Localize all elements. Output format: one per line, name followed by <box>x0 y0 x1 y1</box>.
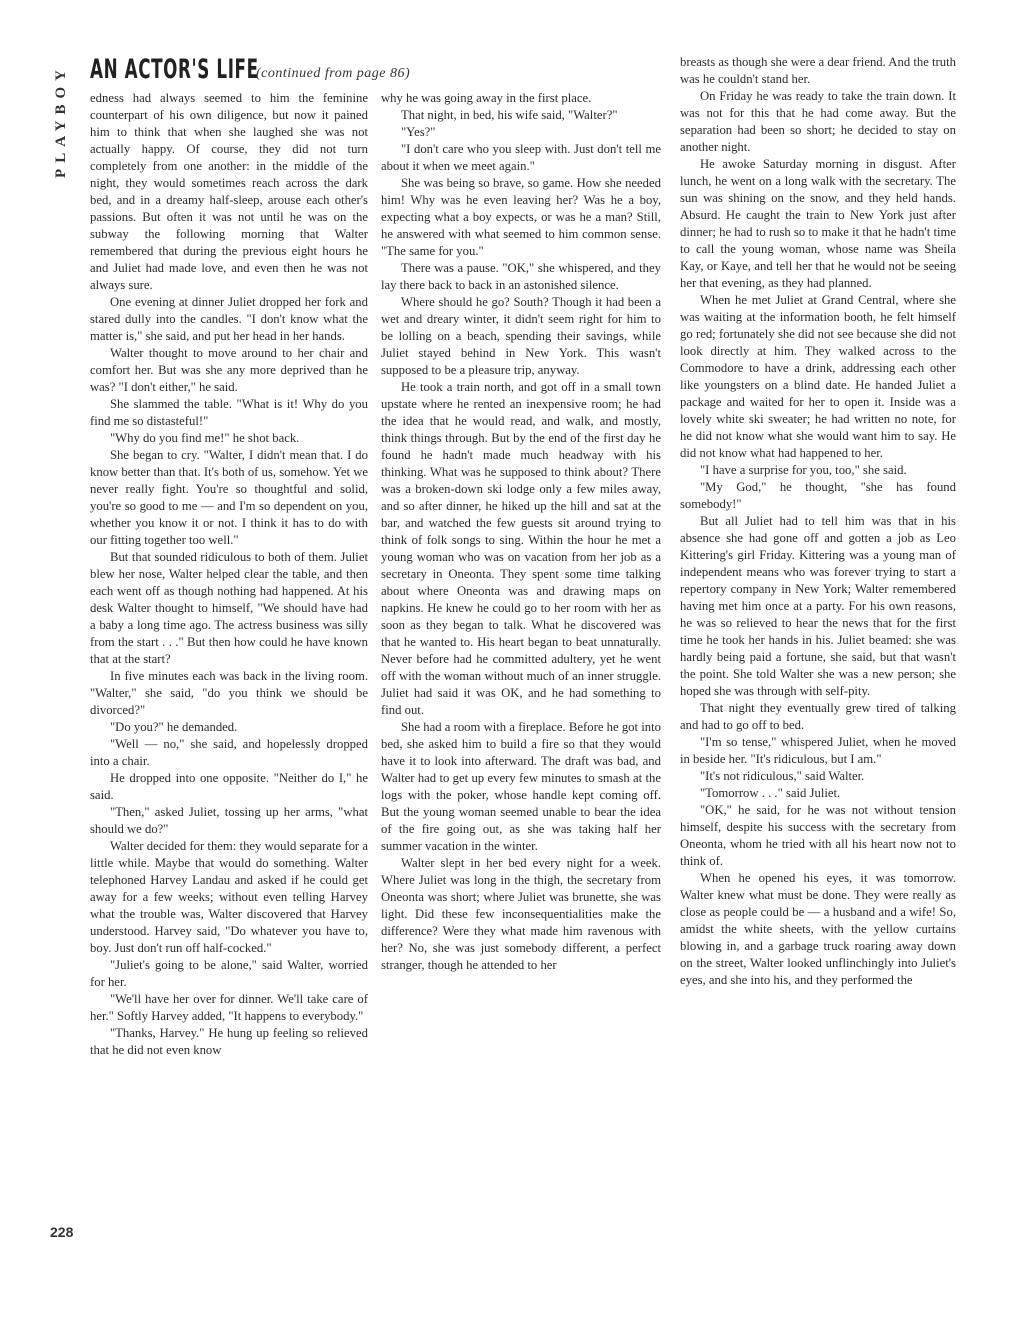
paragraph: He took a train north, and got off in a small town upstate where he rented an inexpensive room; he had the idea that he would read, and walk, and mostly, think things through. But by the end of the first day he found he hadn't made much headway with his thinking. What was he supposed to think about? There was a broken-down ski lodge only a few miles away, and so after dinner, he hiked up the hill and sat at the bar, and watched the few guests sit around trying to think of folk songs to sing. Within the hour he met a young woman who was on vacation from her job as a secretary in Oneonta. They spent some time talking about where Oneonta was and drawing maps on napkins. He knew he could go to her room with her as soon as they began to talk. What he discovered was that he wanted to. His heart began to beat unnaturally. Never before had he committed adultery, yet he went off with the woman without much of an inner struggle. Juliet had said it was OK, and he had something to find out. <box>381 380 661 717</box>
paragraph: "Thanks, Harvey." He hung up feeling so relieved that he did not even know <box>90 1026 368 1057</box>
paragraph: "OK," he said, for he was not without tension himself, despite his success with the secretary from Oneonta, whom he tried with all his heart now not to think of. <box>680 803 956 868</box>
paragraph: "Why do you find me!" he shot back. <box>110 431 300 445</box>
text-column-1 <box>90 90 368 1059</box>
paragraph: "It's not ridiculous," said Walter. <box>700 769 865 783</box>
paragraph: She began to cry. "Walter, I didn't mean that. I do know better than that. It's both of us, somehow. Yet we never really fight. You're so thoughtful and solid, you're so good to me — and I'm so dependent on you, whether you know it or not. I think it has to do with our fitting together too well." <box>90 448 368 547</box>
magazine-sidebar <box>50 46 72 196</box>
paragraph: Where should he go? South? Though it had been a wet and dreary winter, it didn't seem right for him to be lolling on a beach, spending their savings, while Juliet stayed behind in New York. This wasn't supposed to be a pleasure trip, anyway. <box>381 295 661 377</box>
paragraph: "I'm so tense," whispered Juliet, when he moved in beside her. "It's ridiculous, but I am." <box>680 735 956 766</box>
paragraph: That night they eventually grew tired of talking and had to go off to bed. <box>680 701 956 732</box>
paragraph: When he opened his eyes, it was tomorrow. Walter knew what must be done. They were really as close as people could be — a husband and a wife! So, amidst the white sheets, with the yellow curtains blowing in, and a garbage truck roaring away down on the street, Walter looked unflinchingly into Juliet's eyes, and she into his, and they performed the <box>680 871 956 987</box>
text-column-2 <box>381 90 661 974</box>
paragraph: When he met Juliet at Grand Central, where she was waiting at the information booth, he felt himself go red; fortunately she did not see because she did not look directly at him. They walked across to the Commodore to have a drink, addressing each other like youngsters on a blind date. He handed Juliet a package and waited for her to open it. Inside was a lovely white ski sweater; he had written no note, for he did not know what she would want him to say. He did not know what had happened to her. <box>680 293 956 460</box>
paragraph: "Yes?" <box>401 125 436 139</box>
paragraph: "My God," he thought, "she has found somebody!" <box>680 480 956 511</box>
paragraph: "Then," asked Juliet, tossing up her arms, "what should we do?" <box>90 805 368 836</box>
paragraph: breasts as though she were a dear friend. And the truth was he couldn't stand her. <box>680 55 956 86</box>
article-title: AN ACTOR'S LIFE <box>90 54 259 85</box>
paragraph: "Juliet's going to be alone," said Walter, worried for her. <box>90 958 368 989</box>
paragraph: That night, in bed, his wife said, "Walter?" <box>401 108 618 122</box>
text-column-3 <box>680 54 956 989</box>
paragraph: edness had always seemed to him the feminine counterpart of his own diligence, but now it pained him to think that when she laughed she was not actually happy. Of course, they did not turn completely from one another: in the middle of the night, they would sometimes reach across the dark bed, and in a dreamy half-sleep, arouse each other's passions. But often it was not until he was on the subway the following morning that Walter remembered that during the previous eight hours he and Juliet had made love, and even then he was not always sure. <box>90 91 368 292</box>
page-number: 228 <box>50 1224 74 1240</box>
article-header <box>90 54 411 90</box>
paragraph: She slammed the table. "What is it! Why do you find me so distasteful!" <box>90 397 368 428</box>
paragraph: "I have a surprise for you, too," she said. <box>700 463 907 477</box>
paragraph: But all Juliet had to tell him was that in his absence she had gone off and gotten a job as Leo Kittering's girl Friday. Kittering was a young man of independent means who was forever trying to start a repertory company in New York; Walter remembered having met him once at a party. For his own reasons, he was so relieved to hear the news that for the first time he took her hands in his. Juliet beamed: she was hardly being paid a fortune, she said, but that wasn't the point. She told Walter she was a new person; she hoped she was through with self-pity. <box>680 514 956 698</box>
paragraph: She was being so brave, so game. How she needed him! Why was he even leaving her? Was he a boy, expecting what a boy expects, or was he a man? Still, he answered with what seemed to him common sense. "The same for you." <box>381 176 661 258</box>
paragraph: "Do you?" he demanded. <box>110 720 238 734</box>
paragraph: Walter slept in her bed every night for a week. Where Juliet was long in the thigh, the secretary from Oneonta was short; where Juliet was brunette, she was light. Did these few inconsequentialities make the difference? Were they what made him ravenous with her? No, she was just somebody different, a perfect stranger, though he attended to her <box>381 856 661 972</box>
paragraph: Walter thought to move around to her chair and comfort her. But was she any more deprived than he was? "I don't either," he said. <box>90 346 368 394</box>
paragraph: why he was going away in the first place. <box>381 91 592 105</box>
paragraph: "We'll have her over for dinner. We'll take care of her." Softly Harvey added, "It happens to everybody." <box>90 992 368 1023</box>
magazine-name: PLAYBOY <box>52 64 69 178</box>
paragraph: He awoke Saturday morning in disgust. After lunch, he went on a long walk with the secretary. The sun was shining on the snow, and they held hands. Absurd. He caught the train to New York just after dinner; he had to rush so to make it that he hadn't time to call the young woman, whose name was Sheila Kay, or Kaye, and tell her that he would not be seeing her that evening, as they had planned. <box>680 157 956 290</box>
continuation-note: (continued from page 86) <box>256 66 411 81</box>
paragraph: Walter decided for them: they would separate for a little while. Maybe that would do something. Walter telephoned Harvey Landau and asked if he could get away for a few weeks; without even telling Harvey what the trouble was, Walter discovered that Harvey understood. Harvey said, "Do whatever you have to, boy. Just don't run off half-cocked." <box>90 839 368 955</box>
paragraph: "Well — no," she said, and hopelessly dropped into a chair. <box>90 737 368 768</box>
paragraph: On Friday he was ready to take the train down. It was not for this that he had come away. But the separation had been so short; he decided to stay on another night. <box>680 89 956 154</box>
paragraph: But that sounded ridiculous to both of them. Juliet blew her nose, Walter helped clear the table, and then each went off as though nothing had happened. At his desk Walter thought to himself, "We should have had a baby a long time ago. The actress business was silly from the start . . ." But then how could he have known that at the start? <box>90 550 368 666</box>
paragraph: In five minutes each was back in the living room. "Walter," she said, "do you think we should be divorced?" <box>90 669 368 717</box>
paragraph: She had a room with a fireplace. Before he got into bed, she asked him to build a fire so that they would have it to look into afterward. The draft was bad, and Walter had to get up every few minutes to smash at the logs with the poker, whose handle kept coming off. But the young woman seemed unable to bear the idea of the fire going out, as she was taking half her summer vacation in the winter. <box>381 720 661 853</box>
paragraph: "Tomorrow . . ." said Juliet. <box>700 786 841 800</box>
paragraph: "I don't care who you sleep with. Just don't tell me about it when we meet again." <box>381 142 661 173</box>
paragraph: He dropped into one opposite. "Neither do I," he said. <box>90 771 368 802</box>
paragraph: One evening at dinner Juliet dropped her fork and stared dully into the candles. "I don't know what the matter is," she said, and put her head in her hands. <box>90 295 368 343</box>
paragraph: There was a pause. "OK," she whispered, and they lay there back to back in an astonished silence. <box>381 261 661 292</box>
